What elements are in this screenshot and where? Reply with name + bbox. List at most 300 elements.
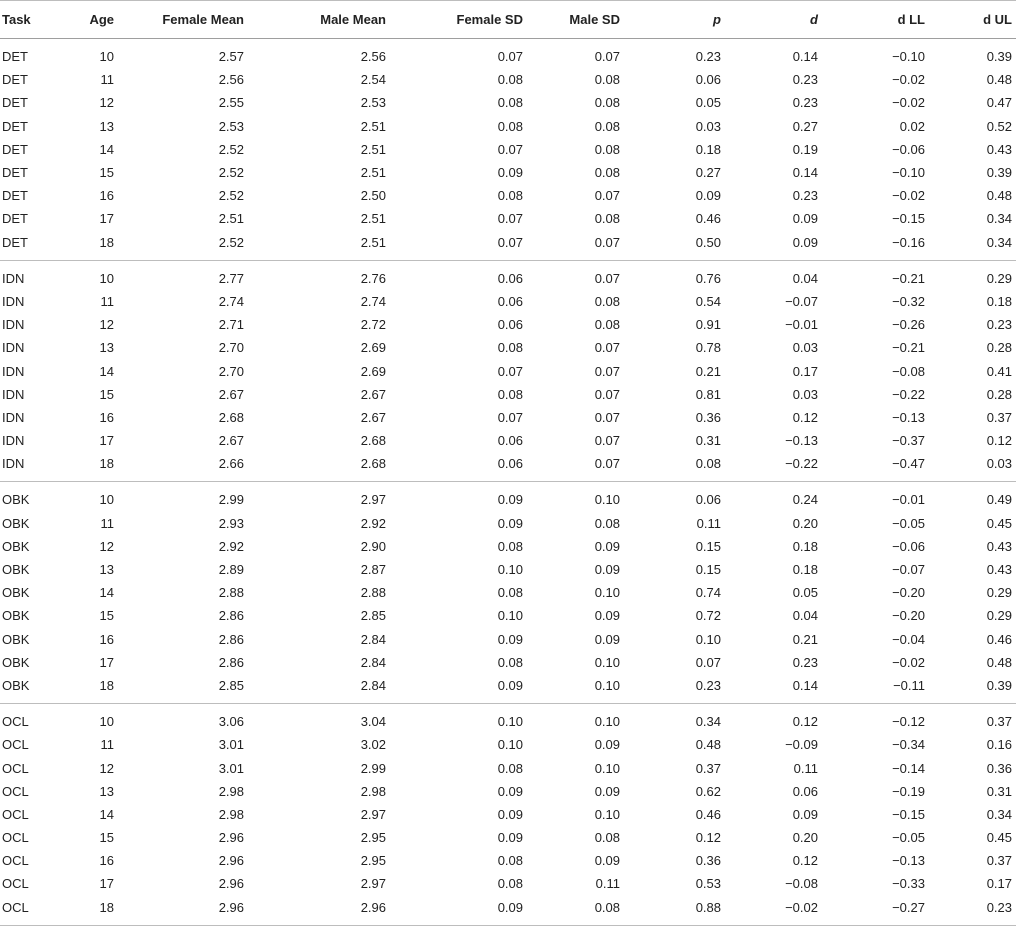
cell-female-mean: 2.98 (218, 806, 244, 822)
cell-d: 0.14 (725, 674, 822, 704)
cell-task: OCL (2, 876, 29, 892)
header-row (0, 1, 1016, 39)
cell-d-ul: 0.34 (929, 231, 1016, 261)
cell-female-sd: 0.08 (497, 118, 523, 134)
cell-female-mean: 2.92 (218, 538, 244, 554)
cell-female-sd: 0.10 (497, 737, 523, 753)
cell-d: 0.12 (792, 409, 818, 425)
table-row (0, 290, 1016, 313)
cell-female-mean: 2.67 (218, 433, 244, 449)
cell-female-sd: 0.10 (497, 608, 523, 624)
cell-d-ul: 0.23 (986, 317, 1012, 333)
cell-task: OCL (2, 783, 29, 799)
cell-female-mean: 2.96 (118, 896, 248, 926)
cell-p: 0.88 (624, 896, 725, 926)
header-female-mean: Female Mean (118, 1, 248, 39)
cell-female-mean: 2.86 (218, 608, 244, 624)
cell-d-ll: −0.07 (892, 562, 925, 578)
cell-d-ul: 0.48 (986, 188, 1012, 204)
cell-d: 0.09 (792, 211, 818, 227)
cell-task: OCL (0, 896, 58, 926)
cell-male-mean: 2.97 (360, 876, 386, 892)
cell-task: DET (2, 141, 28, 157)
cell-d: 0.14 (792, 49, 818, 65)
cell-d: −0.09 (785, 737, 818, 753)
cell-d-ul: 0.34 (986, 806, 1012, 822)
cell-p: 0.48 (695, 737, 721, 753)
table-row (0, 482, 1016, 512)
cell-task: DET (2, 49, 28, 65)
cell-male-mean: 2.51 (248, 231, 390, 261)
cell-male-mean: 2.74 (360, 293, 386, 309)
cell-female-mean: 3.01 (218, 737, 244, 753)
cell-task: OBK (0, 674, 58, 704)
cell-d-ul: 0.16 (986, 737, 1012, 753)
cell-d-ll: −0.11 (822, 674, 929, 704)
cell-male-sd: 0.09 (594, 737, 620, 753)
cell-age: 16 (99, 409, 114, 425)
cell-d-ll: −0.32 (892, 293, 925, 309)
header-d-ul: d UL (929, 1, 1016, 39)
cell-d-ul: 0.49 (986, 492, 1012, 508)
cell-d-ul: 0.48 (986, 72, 1012, 88)
table-header (0, 1, 1016, 39)
cell-task: OCL (2, 830, 29, 846)
table-row (0, 161, 1016, 184)
cell-male-sd: 0.07 (594, 386, 620, 402)
table-row (0, 849, 1016, 872)
cell-d: 0.20 (792, 830, 818, 846)
cell-female-mean: 2.96 (218, 876, 244, 892)
cell-d: −0.01 (785, 317, 818, 333)
cell-p: 0.07 (695, 654, 721, 670)
cell-male-sd: 0.07 (594, 363, 620, 379)
cell-female-sd: 0.10 (497, 714, 523, 730)
cell-male-sd: 0.08 (594, 141, 620, 157)
table-body (0, 39, 1016, 926)
cell-d-ll: 0.02 (899, 118, 925, 134)
cell-age: 16 (99, 631, 114, 647)
cell-female-sd: 0.08 (497, 585, 523, 601)
cell-d-ul: 0.52 (986, 118, 1012, 134)
cell-d-ll: −0.02 (892, 654, 925, 670)
cell-male-mean: 2.67 (360, 386, 386, 402)
cell-p: 0.53 (695, 876, 721, 892)
cell-male-mean: 2.95 (360, 830, 386, 846)
cell-d-ul: 0.34 (986, 211, 1012, 227)
cell-d-ll: −0.13 (892, 853, 925, 869)
cell-age: 12 (99, 538, 114, 554)
cell-female-mean: 2.56 (218, 72, 244, 88)
table-row (0, 383, 1016, 406)
cell-d-ll: −0.22 (892, 386, 925, 402)
cell-female-sd: 0.09 (497, 783, 523, 799)
cell-male-sd: 0.08 (594, 211, 620, 227)
cell-task: DET (2, 165, 28, 181)
cell-female-sd: 0.08 (497, 760, 523, 776)
cell-d: 0.04 (792, 608, 818, 624)
cell-age: 11 (100, 515, 114, 531)
cell-female-sd: 0.09 (390, 896, 527, 926)
cell-male-sd: 0.07 (527, 452, 624, 482)
cell-age: 15 (99, 608, 114, 624)
cell-d: 0.19 (792, 141, 818, 157)
cell-d-ll: −0.06 (892, 141, 925, 157)
cell-d: 0.18 (792, 538, 818, 554)
cell-p: 0.78 (695, 340, 721, 356)
table-row (0, 704, 1016, 734)
cell-d: 0.24 (792, 492, 818, 508)
cell-male-sd: 0.08 (594, 72, 620, 88)
cell-male-sd: 0.08 (594, 317, 620, 333)
cell-d-ll: −0.27 (822, 896, 929, 926)
cell-d-ll: −0.02 (892, 188, 925, 204)
cell-p: 0.06 (695, 72, 721, 88)
cell-male-sd: 0.10 (594, 492, 620, 508)
cell-d: 0.20 (792, 515, 818, 531)
cell-d-ul: 0.47 (986, 95, 1012, 111)
cell-task: DET (2, 95, 28, 111)
cell-task: OCL (2, 806, 29, 822)
cell-task: IDN (2, 293, 25, 309)
cell-p: 0.36 (695, 409, 721, 425)
cell-d-ul: 0.29 (986, 608, 1012, 624)
cell-female-mean: 2.52 (118, 231, 248, 261)
cell-male-mean: 2.95 (360, 853, 386, 869)
cell-p: 0.15 (695, 562, 721, 578)
cell-male-sd: 0.07 (594, 49, 620, 65)
cell-d: 0.21 (792, 631, 818, 647)
cell-female-sd: 0.08 (497, 876, 523, 892)
header-age: Age (58, 1, 118, 39)
cell-d-ul: 0.28 (986, 340, 1012, 356)
cell-p: 0.21 (695, 363, 721, 379)
cell-d: 0.09 (725, 231, 822, 261)
cell-d-ll: −0.19 (892, 783, 925, 799)
cell-d-ll: −0.02 (892, 72, 925, 88)
cell-d: 0.06 (792, 783, 818, 799)
cell-task: OBK (2, 538, 30, 554)
table-row (0, 39, 1016, 69)
cell-d-ll: −0.05 (892, 515, 925, 531)
cell-p: 0.23 (624, 674, 725, 704)
cell-d-ul: 0.28 (986, 386, 1012, 402)
cell-d: 0.23 (792, 95, 818, 111)
cell-d-ll: −0.15 (892, 806, 925, 822)
cell-male-mean: 2.84 (248, 674, 390, 704)
table-row (0, 558, 1016, 581)
cell-d-ll: −0.02 (892, 95, 925, 111)
cell-d: 0.27 (792, 118, 818, 134)
cell-d-ll: −0.10 (892, 165, 925, 181)
cell-male-sd: 0.08 (594, 118, 620, 134)
cell-d-ul: 0.03 (929, 452, 1016, 482)
cell-p: 0.11 (696, 515, 721, 531)
cell-male-sd: 0.07 (594, 409, 620, 425)
cell-female-mean: 2.66 (118, 452, 248, 482)
cell-p: 0.36 (695, 853, 721, 869)
cell-d: −0.02 (725, 896, 822, 926)
cell-female-mean: 2.86 (218, 654, 244, 670)
cell-p: 0.46 (695, 211, 721, 227)
cell-d-ul: 0.48 (986, 654, 1012, 670)
cell-male-sd: 0.09 (594, 562, 620, 578)
cell-female-sd: 0.08 (497, 95, 523, 111)
cell-male-mean: 3.04 (360, 714, 386, 730)
header-male-sd: Male SD (527, 1, 624, 39)
cell-male-sd: 0.10 (594, 714, 620, 730)
cell-male-sd: 0.07 (527, 231, 624, 261)
table-row (0, 336, 1016, 359)
cell-male-sd: 0.08 (594, 165, 620, 181)
cell-age: 12 (99, 317, 114, 333)
cell-female-sd: 0.09 (497, 165, 523, 181)
cell-d: −0.07 (785, 293, 818, 309)
cell-male-mean: 2.68 (248, 452, 390, 482)
cell-female-mean: 2.93 (218, 515, 244, 531)
cell-p: 0.37 (695, 760, 721, 776)
cell-male-sd: 0.08 (594, 515, 620, 531)
cell-d: 0.04 (792, 270, 818, 286)
table-row (0, 512, 1016, 535)
cell-d-ul: 0.37 (986, 853, 1012, 869)
table-row (0, 260, 1016, 290)
cell-p: 0.62 (695, 783, 721, 799)
cell-d: 0.18 (792, 562, 818, 578)
cell-male-mean: 2.85 (360, 608, 386, 624)
cell-female-mean: 2.52 (218, 165, 244, 181)
cell-d: 0.23 (792, 654, 818, 670)
cell-male-sd: 0.10 (594, 806, 620, 822)
cell-male-mean: 2.51 (360, 141, 386, 157)
cell-task: OCL (2, 737, 29, 753)
cell-female-sd: 0.09 (497, 830, 523, 846)
cell-age: 16 (99, 188, 114, 204)
cell-male-sd: 0.08 (594, 95, 620, 111)
cell-d-ll: −0.10 (892, 49, 925, 65)
cell-female-sd: 0.08 (497, 853, 523, 869)
cell-d-ul: 0.36 (986, 760, 1012, 776)
table-row (0, 581, 1016, 604)
cell-female-sd: 0.09 (497, 631, 523, 647)
cell-female-sd: 0.07 (497, 211, 523, 227)
cell-female-sd: 0.09 (390, 674, 527, 704)
cell-male-mean: 2.76 (360, 270, 386, 286)
cell-male-mean: 3.02 (360, 737, 386, 753)
cell-age: 12 (99, 760, 114, 776)
table-row (0, 628, 1016, 651)
table-row (0, 115, 1016, 138)
cell-d-ul: 0.43 (986, 538, 1012, 554)
cell-d-ul: 0.39 (986, 165, 1012, 181)
cell-female-mean: 2.55 (218, 95, 244, 111)
cell-male-mean: 2.99 (360, 760, 386, 776)
cell-d: 0.03 (792, 340, 818, 356)
cell-task: OBK (2, 562, 30, 578)
cell-d-ll: −0.13 (892, 409, 925, 425)
cell-female-sd: 0.10 (497, 562, 523, 578)
cell-p: 0.03 (695, 118, 721, 134)
cell-p: 0.54 (695, 293, 721, 309)
cell-p: 0.72 (695, 608, 721, 624)
cell-age: 13 (99, 340, 114, 356)
cell-age: 17 (99, 654, 114, 670)
cell-p: 0.10 (695, 631, 721, 647)
cell-male-mean: 2.50 (360, 188, 386, 204)
cell-male-mean: 2.96 (248, 896, 390, 926)
cell-female-sd: 0.06 (497, 270, 523, 286)
cell-d-ul: 0.43 (986, 562, 1012, 578)
cell-male-mean: 2.84 (360, 654, 386, 670)
header-task: Task (0, 1, 58, 39)
cell-d-ll: −0.33 (892, 876, 925, 892)
cell-age: 18 (58, 452, 118, 482)
table-row (0, 780, 1016, 803)
cell-male-sd: 0.10 (594, 654, 620, 670)
cell-age: 11 (100, 737, 114, 753)
cell-d: 0.12 (792, 714, 818, 730)
table-row (0, 604, 1016, 627)
cell-d-ul: 0.29 (986, 585, 1012, 601)
cell-female-sd: 0.06 (497, 293, 523, 309)
cell-female-mean: 3.06 (218, 714, 244, 730)
cell-female-mean: 2.57 (218, 49, 244, 65)
cell-d-ul: 0.23 (929, 896, 1016, 926)
cell-age: 18 (58, 674, 118, 704)
table-row (0, 231, 1016, 261)
cell-male-sd: 0.07 (594, 340, 620, 356)
cell-d-ll: −0.26 (892, 317, 925, 333)
cell-female-mean: 2.88 (218, 585, 244, 601)
cell-female-mean: 2.70 (218, 363, 244, 379)
cell-male-sd: 0.07 (594, 188, 620, 204)
cell-task: DET (2, 118, 28, 134)
cell-d-ll: −0.34 (892, 737, 925, 753)
cell-d-ll: −0.21 (892, 270, 925, 286)
cell-male-mean: 2.84 (360, 631, 386, 647)
table-row (0, 651, 1016, 674)
cell-p: 0.15 (695, 538, 721, 554)
table-row (0, 674, 1016, 704)
cell-p: 0.74 (695, 585, 721, 601)
cell-age: 17 (99, 876, 114, 892)
cell-age: 14 (99, 806, 114, 822)
cell-d: 0.05 (792, 585, 818, 601)
cell-task: IDN (2, 363, 25, 379)
cell-p: 0.76 (695, 270, 721, 286)
cell-male-sd: 0.09 (594, 608, 620, 624)
cell-age: 14 (99, 141, 114, 157)
cell-p: 0.91 (695, 317, 721, 333)
cell-female-mean: 2.85 (118, 674, 248, 704)
cell-age: 14 (99, 585, 114, 601)
cell-d: 0.17 (792, 363, 818, 379)
cell-age: 15 (99, 830, 114, 846)
cell-female-mean: 2.89 (218, 562, 244, 578)
cell-male-mean: 2.69 (360, 340, 386, 356)
cell-male-mean: 2.97 (360, 492, 386, 508)
cell-female-mean: 2.52 (218, 188, 244, 204)
cell-d-ll: −0.05 (892, 830, 925, 846)
cell-male-mean: 2.92 (360, 515, 386, 531)
cell-p: 0.31 (695, 433, 721, 449)
cell-female-sd: 0.06 (497, 317, 523, 333)
cell-p: 0.23 (695, 49, 721, 65)
cell-age: 16 (99, 853, 114, 869)
cell-age: 17 (99, 433, 114, 449)
cell-d-ll: −0.20 (892, 585, 925, 601)
cell-d-ll: −0.12 (892, 714, 925, 730)
table-row (0, 138, 1016, 161)
cell-male-sd: 0.09 (594, 538, 620, 554)
table-row (0, 826, 1016, 849)
cell-age: 18 (58, 896, 118, 926)
cell-male-sd: 0.07 (594, 433, 620, 449)
cell-male-mean: 2.54 (360, 72, 386, 88)
header-male-mean: Male Mean (248, 1, 390, 39)
cell-age: 10 (99, 714, 114, 730)
cell-d: 0.12 (792, 853, 818, 869)
cell-d-ll: −0.01 (892, 492, 925, 508)
cell-d: −0.08 (785, 876, 818, 892)
cell-female-mean: 2.71 (218, 317, 244, 333)
cell-male-mean: 2.51 (360, 118, 386, 134)
cell-d-ul: 0.41 (986, 363, 1012, 379)
table-row (0, 452, 1016, 482)
cell-p: 0.06 (695, 492, 721, 508)
cell-p: 0.50 (624, 231, 725, 261)
cell-task: OCL (2, 714, 29, 730)
cell-age: 15 (99, 386, 114, 402)
cell-task: DET (0, 231, 58, 261)
cell-d-ul: 0.45 (986, 515, 1012, 531)
cell-age: 15 (99, 165, 114, 181)
cell-d-ll: −0.15 (892, 211, 925, 227)
cell-p: 0.18 (695, 141, 721, 157)
cell-age: 17 (99, 211, 114, 227)
header-d-ll: d LL (822, 1, 929, 39)
cell-task: OBK (2, 585, 30, 601)
cell-task: OCL (2, 853, 29, 869)
cell-age: 10 (99, 49, 114, 65)
cell-age: 10 (99, 492, 114, 508)
cell-d-ul: 0.45 (986, 830, 1012, 846)
cell-male-mean: 2.88 (360, 585, 386, 601)
cell-female-mean: 2.52 (218, 141, 244, 157)
cell-task: IDN (2, 386, 25, 402)
cell-d-ll: −0.06 (892, 538, 925, 554)
cell-age: 13 (99, 118, 114, 134)
cell-male-mean: 2.69 (360, 363, 386, 379)
cell-d-ul: 0.39 (929, 674, 1016, 704)
table-row (0, 406, 1016, 429)
cell-d-ul: 0.18 (986, 293, 1012, 309)
table-row (0, 733, 1016, 756)
cell-male-sd: 0.08 (594, 293, 620, 309)
cell-female-sd: 0.07 (390, 231, 527, 261)
cell-d-ul: 0.31 (986, 783, 1012, 799)
table-row (0, 184, 1016, 207)
cell-p: 0.27 (695, 165, 721, 181)
cell-task: IDN (2, 340, 25, 356)
cell-task: DET (2, 72, 28, 88)
cell-male-mean: 2.68 (360, 433, 386, 449)
cell-d-ul: 0.37 (986, 409, 1012, 425)
cell-male-sd: 0.08 (594, 830, 620, 846)
cell-male-sd: 0.10 (594, 760, 620, 776)
cell-age: 12 (99, 95, 114, 111)
cell-male-sd: 0.11 (595, 876, 620, 892)
